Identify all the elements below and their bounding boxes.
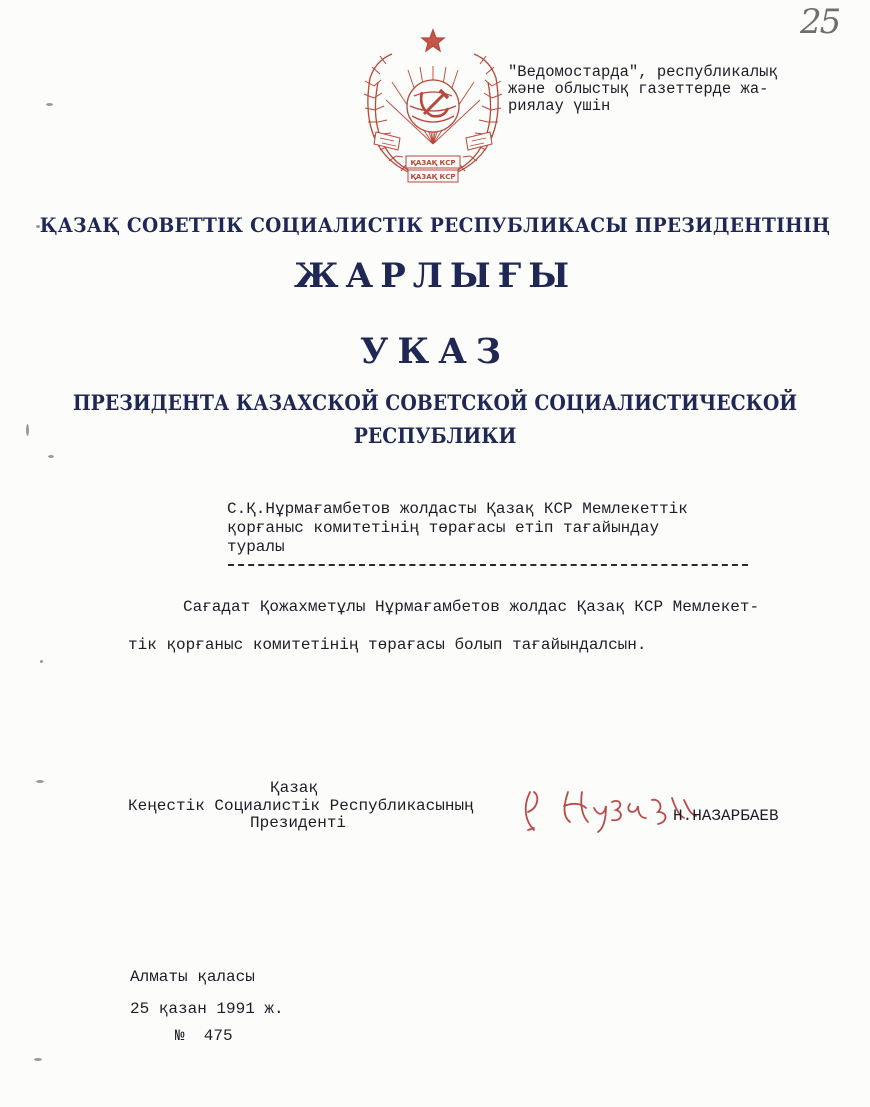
- publication-note: "Ведомостарда", республикалық және облыстық газеттерде жа- риялау үшін: [508, 63, 778, 115]
- page-number: 25: [800, 2, 840, 42]
- decree-body-line2: тік қорғаныс комитетінің төрағасы болып тағайындалсын.: [128, 636, 647, 654]
- scan-speck: [36, 225, 40, 228]
- scan-speck: [40, 660, 43, 663]
- emblem-text-bottom: ҚАЗАҚ КСР: [410, 173, 456, 181]
- decree-title-kazakh: ЖАРЛЫҒЫ: [293, 256, 577, 296]
- scan-speck: [36, 780, 44, 783]
- scan-speck: [48, 455, 54, 458]
- decree-title-russian: УКАЗ: [360, 331, 510, 372]
- signatory-title-line2: Кеңестік Социалистік Республикасының: [128, 797, 474, 815]
- scan-speck: [46, 103, 53, 106]
- state-emblem-icon: [356, 26, 510, 186]
- emblem-text-top: ҚАЗАҚ КСР: [410, 159, 456, 167]
- issue-date: 25 қазан 1991 ж.: [130, 1000, 284, 1018]
- scan-speck: [34, 1058, 42, 1061]
- decree-number: № 475: [175, 1027, 233, 1045]
- title-russian: [44, 386, 827, 452]
- signatory-name: Н.НАЗАРБАЕВ: [673, 807, 779, 825]
- signatory-title-line3: Президенті: [250, 814, 347, 832]
- title-kazakh: ҚАЗАҚ СОВЕТТІК СОЦИАЛИСТІК РЕСПУБЛИКАСЫ ПРЕЗИДЕНТІНІҢ: [39, 213, 831, 237]
- signatory-title-line1: Қазақ: [270, 779, 319, 797]
- subject-underline: [228, 564, 748, 566]
- decree-subject: С.Қ.Нұрмағамбетов жолдасты Қазақ КСР Мемлекеттік қорғаныс комитетінің төрағасы етіп тағайындау туралы: [227, 500, 688, 556]
- title-russian-line2: РЕСПУБЛИКИ: [353, 423, 517, 448]
- scan-speck: [26, 424, 29, 436]
- issue-place: Алматы қаласы: [130, 968, 255, 986]
- decree-body-line1: Сағадат Қожахметұлы Нұрмағамбетов жолдас Қазақ КСР Мемлекет-: [183, 598, 760, 616]
- title-russian-line1: ПРЕЗИДЕНТА КАЗАХСКОЙ СОВЕТСКОЙ СОЦИАЛИСТИЧЕСКОЙ: [72, 390, 798, 415]
